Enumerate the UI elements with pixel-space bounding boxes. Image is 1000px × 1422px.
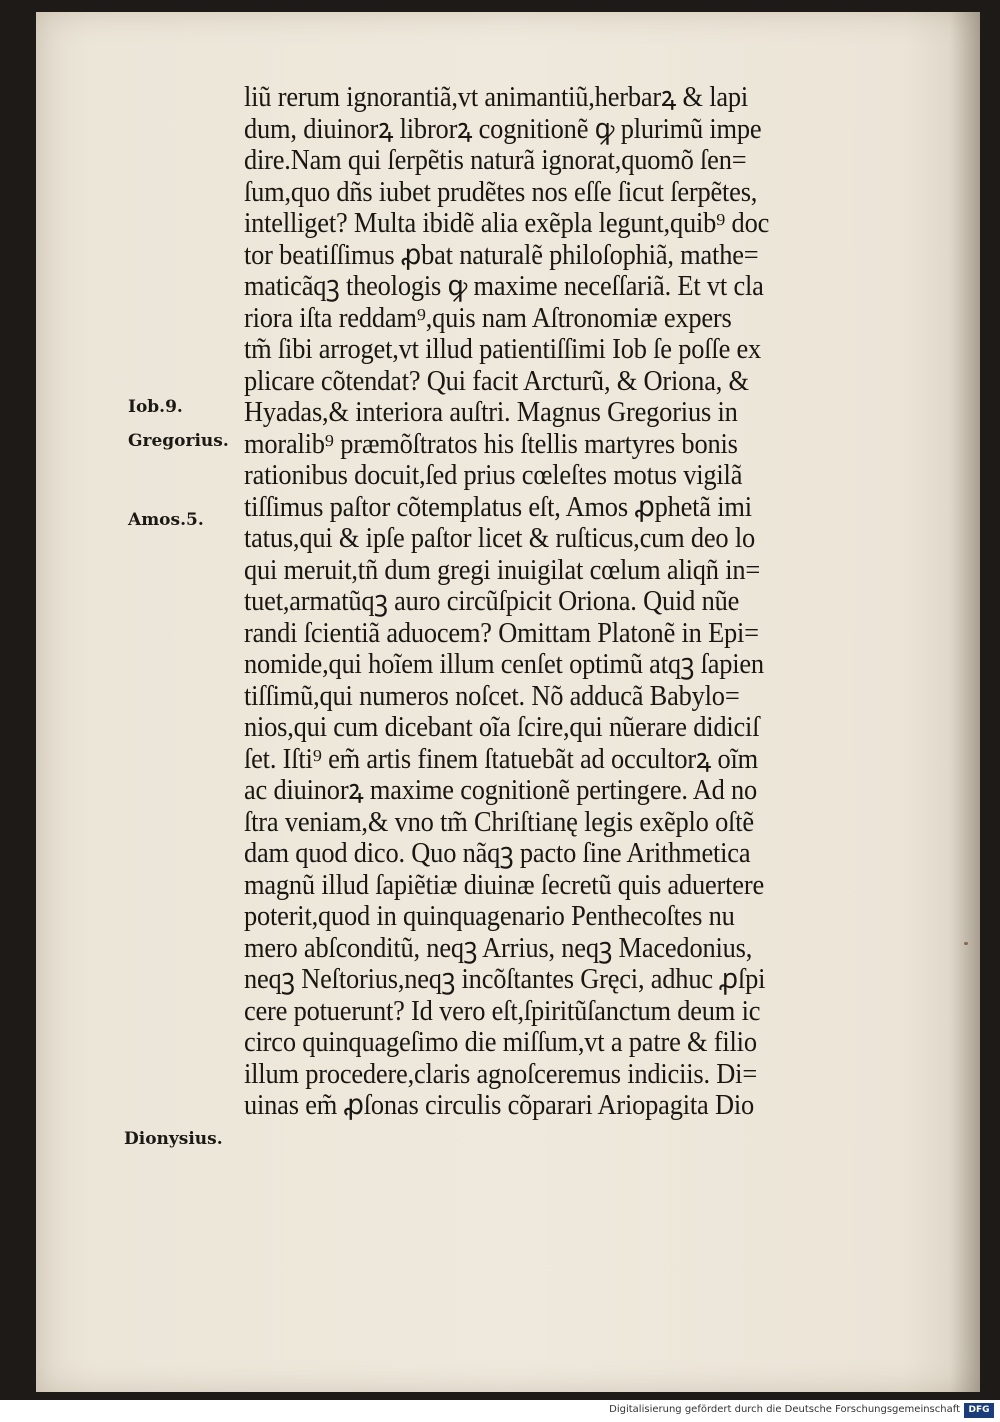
- text-line: ſet. Iſti⁹ em̃ artis finem ſtatuebãt ad occultorꝝ oĩm: [244, 743, 758, 775]
- text-line: dire.Nam qui ſerpẽtis naturã ignorat,quomõ ſen=: [244, 145, 747, 176]
- text-line: neqꝫ Neſtorius,neqꝫ incõſtantes Gręci, adhuc ꝓſpi: [244, 964, 766, 995]
- marginal-note-job: Iob.9.: [128, 397, 183, 417]
- text-line: nomide,qui hoĩem illum cenſet optimũ atqꝫ ſapien: [244, 649, 764, 680]
- text-line: plicare cõtendat? Qui facit Arcturũ, & Oriona, &: [244, 365, 749, 397]
- page-gutter-shadow: [950, 12, 980, 1392]
- text-line: intelliget? Multa ibidẽ alia exẽpla legunt,quib⁹ doc: [244, 208, 770, 239]
- text-line: magnũ illud ſapiẽtiæ diuinæ ſecretũ quis aduertere: [244, 869, 764, 901]
- marginal-note-amos: Amos.5.: [128, 510, 204, 530]
- text-line: rationibus docuit,ſed prius cœleſtes motus vigilã: [244, 460, 743, 491]
- text-line: qui meruit,tñ dum gregi inuigilat cœlum aliqñ in=: [244, 554, 761, 586]
- marginal-note-gregorius: Gregorius.: [128, 431, 229, 451]
- text-line: tatus,qui & ipſe paſtor licet & ruſticus,cum deo lo: [244, 523, 756, 554]
- text-line: tm̃ ſibi arroget,vt illud patientiſſimi Iob ſe poſſe ex: [244, 334, 762, 365]
- text-line: mero abſconditũ, neqꝫ Arrius, neqꝫ Macedonius,: [244, 932, 753, 964]
- text-line: tiſſimus paſtor cõtemplatus eſt, Amos ꝓphetã imi: [244, 491, 752, 523]
- text-line: cere potuerunt? Id vero eſt,ſpiritũſanctum deum ic: [244, 995, 761, 1027]
- text-line: dum, diuinorꝝ librorꝝ cognitionẽ ꝙ plurimũ impe: [244, 113, 762, 145]
- text-line: randi ſcientiã aduocem? Omittam Platonẽ in Epi=: [244, 617, 759, 649]
- text-line: Hyadas,& interiora auſtri. Magnus Gregorius in: [244, 397, 738, 428]
- text-line: tuet,armatũqꝫ auro circũſpicit Oriona. Quid nũe: [244, 586, 740, 617]
- footer-credit: Digitalisierung gefördert durch die Deutsche Forschungsgemeinschaft: [609, 1404, 960, 1415]
- text-line: ſum,quo dñs iubet prudẽtes nos eſſe ſicut ſerpẽtes,: [244, 176, 758, 208]
- text-line: poterit,quod in quinquagenario Penthecoſtes nu: [244, 901, 735, 932]
- text-line: illum procedere,claris agnoſceremus indiciis. Di=: [244, 1058, 758, 1090]
- paper-speck: [964, 942, 968, 945]
- text-line: moralib⁹ præmõſtratos his ſtellis martyres bonis: [244, 428, 738, 460]
- footer-bar: [0, 1400, 1000, 1422]
- text-line: liũ rerum ignorantiã,vt animantiũ,herbarꝝ & lapi: [244, 82, 749, 113]
- text-line: uinas em̃ ꝓſonas circulis cõparari Ariopagita Dio: [244, 1090, 755, 1121]
- text-line: dam quod dico. Quo nãqꝫ pacto ſine Arithmetica: [244, 838, 751, 869]
- dfg-logo: DFG: [964, 1403, 994, 1418]
- text-line: nios,qui cum dicebant oĩa ſcire,qui nũerare didiciſ: [244, 712, 760, 743]
- text-line: tor beatiſſimus ꝓbat naturalẽ philoſophiã, mathe=: [244, 239, 759, 271]
- text-line: riora iſta reddam⁹,quis nam Aſtronomiæ expers: [244, 302, 732, 334]
- text-line: circo quinquageſimo die miſſum,vt a patre & filio: [244, 1027, 757, 1058]
- text-line: tiſſimũ,qui numeros noſcet. Nõ adducã Babylo=: [244, 680, 740, 712]
- marginal-note-dionysius: Dionysius.: [124, 1129, 223, 1149]
- text-line: ac diuinorꝝ maxime cognitionẽ pertingere. Ad no: [244, 775, 758, 806]
- text-line: maticãqꝫ theologis ꝙ maxime neceſſariã. Et vt cla: [244, 271, 764, 302]
- text-line: ſtra veniam,& vno tm̃ Chriſtianę legis exẽplo oſtẽ: [244, 806, 754, 838]
- main-text-block: [244, 82, 944, 1122]
